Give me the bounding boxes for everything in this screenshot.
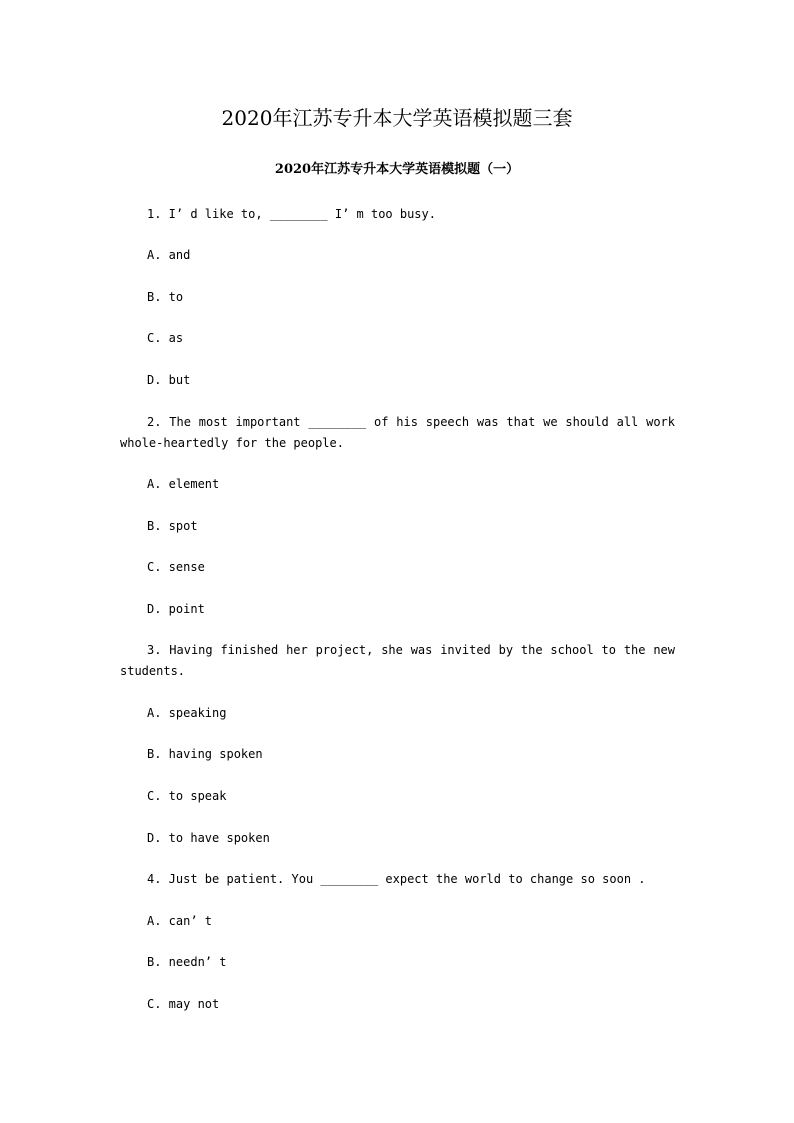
- question-2-option-d: D. point: [147, 602, 205, 616]
- question-2-option-c: C. sense: [147, 560, 205, 574]
- question-1-stem: 1. I’ d like to, ________ I’ m too busy.: [147, 207, 436, 221]
- question-2-option-a: A. element: [147, 477, 220, 491]
- question-4-stem: 4. Just be patient. You ________ expect the world to change so soon .: [147, 872, 646, 886]
- question-3-option-a: A. speaking: [147, 706, 227, 720]
- question-1-option-b: B. to: [147, 290, 184, 304]
- question-3-option-b: B. having spoken: [147, 747, 263, 761]
- question-1-option-a: A. and: [147, 248, 191, 262]
- question-4-option-a: A. can’ t: [147, 914, 213, 928]
- document-title: 2020年江苏专升本大学英语模拟题三套: [221, 106, 573, 130]
- question-1-option-c: C. as: [147, 331, 184, 345]
- question-3-option-d: D. to have spoken: [147, 831, 270, 845]
- question-2-stem: 2. The most important ________ of his speech was that we should all work whole-heartedly for the people.: [120, 415, 675, 450]
- question-3-stem: 3. Having finished her project, she was invited by the school to the new students.: [120, 643, 675, 678]
- question-1-option-d: D. but: [147, 373, 191, 387]
- question-2-option-b: B. spot: [147, 519, 198, 533]
- question-4-option-c: C. may not: [147, 997, 220, 1011]
- question-3-option-c: C. to speak: [147, 789, 227, 803]
- document-subtitle: 2020年江苏专升本大学英语模拟题（一）: [274, 162, 520, 177]
- question-4-option-b: B. needn’ t: [147, 955, 227, 969]
